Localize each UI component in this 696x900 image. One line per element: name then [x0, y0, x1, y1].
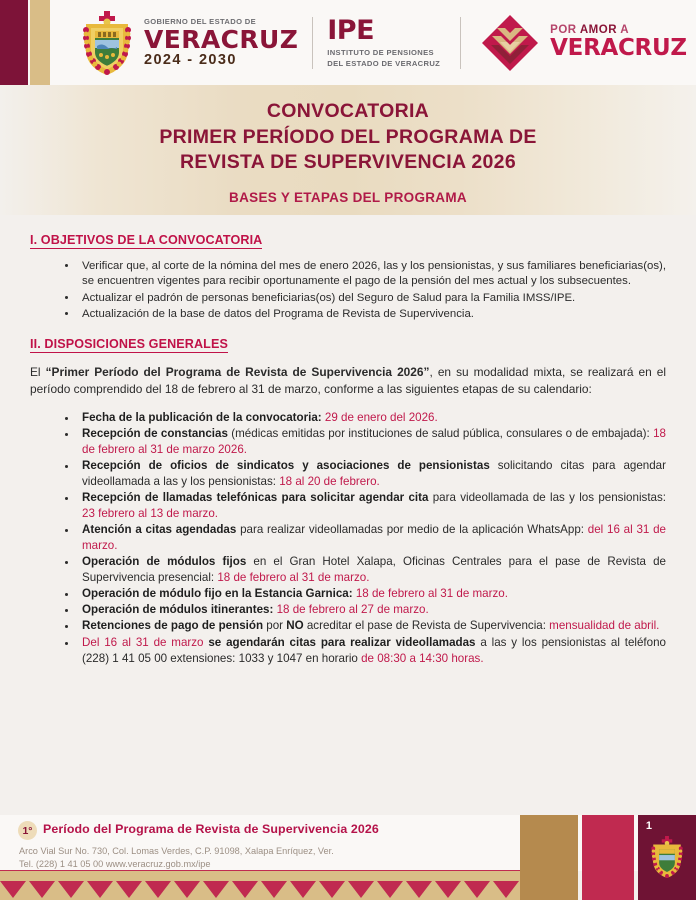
step-date: 18 de febrero al 31 de marzo 2026.	[82, 426, 666, 456]
step-label: Retenciones de pago de pensión	[82, 619, 264, 633]
footer-address-line-1: Arco Vial Sur No. 730, Col. Lomas Verdes, C.P. 91098, Xalapa Enríquez, Ver.	[19, 846, 334, 856]
a-label: A	[620, 23, 630, 36]
step-date: 18 de febrero al 31 de marzo.	[355, 586, 508, 600]
objective-item: • Actualización de la base de datos del Programa de Revista de Supervivencia.	[78, 307, 666, 322]
step-detail: por	[263, 619, 287, 633]
calendar-step-item	[78, 458, 666, 490]
por-amor-a-veracruz-heart-icon	[479, 12, 541, 74]
calendar-step-item	[78, 426, 666, 458]
intro-part-a: El	[30, 364, 46, 379]
calendar-step-item	[78, 410, 666, 426]
step-label: Recepción de oficios de sindicatos y asociaciones de pensionistas	[82, 458, 490, 472]
footer-address-line-2: Tel. (228) 1 41 05 00 www.veracruz.gob.mx/ipe	[19, 859, 211, 870]
step-detail: para videollamada de las y los pensionistas:	[428, 490, 667, 504]
footer-title: Período del Programa de Revista de Supervivencia 2026	[43, 822, 379, 836]
objective-item: • Verificar que, al corte de la nómina del mes de enero 2026, las y los pensionistas, y sus familiares beneficiarias(os), se encuentren vigentes para recibir oportunamente el pago de la pensión del mes actual y los subsecuentes.	[78, 259, 666, 289]
por-label: POR	[550, 23, 577, 36]
amor-veracruz-label: VERACRUZ	[550, 34, 687, 61]
header-tan-edge-bar	[30, 0, 50, 85]
step-detail: a las y los pensionistas al teléfono (228) 1 41 05 00 extensiones: 1033 y 1047 en horario	[82, 635, 666, 665]
title-band	[0, 85, 696, 215]
footer-bronze-bar	[520, 815, 578, 900]
step-detail: solicitando citas para agendar videollamada a las y los pensionistas:	[82, 458, 666, 488]
intro-bold-program-name: “Primer Período del Programa de Revista de Supervivencia 2026”	[45, 364, 430, 379]
title-line-1: CONVOCATORIA	[266, 100, 430, 122]
footer-address	[19, 845, 334, 871]
objectives-list	[30, 259, 666, 322]
calendar-step-item	[78, 602, 666, 618]
step-date: mensualidad de abril.	[549, 619, 660, 633]
ipe-acronym: IPE	[327, 15, 375, 47]
step-label: Operación de módulos itinerantes:	[82, 603, 274, 617]
calendar-step-item	[78, 586, 666, 602]
step-date: 23 febrero al 13 de marzo.	[82, 506, 218, 520]
footer-period-badge	[18, 821, 37, 840]
footer-triangle-strip	[0, 881, 578, 900]
intro-part-b: , en su modalidad mixta, se realizará en el período comprendido del 18 de febrero al 31 de marzo, conforme a las siguientes etapas de su calendario:	[30, 364, 666, 396]
step-label: Operación de módulo fijo en la Estancia Garnica:	[82, 586, 353, 600]
veracruz-coat-of-arms-icon	[78, 10, 136, 76]
footer-crimson-bar	[582, 815, 634, 900]
footer-badge-label: 1°	[22, 824, 33, 837]
step-label: Operación de módulos fijos	[82, 554, 247, 568]
step-date: 29 de enero del 2026.	[321, 410, 438, 424]
calendar-step-item	[78, 554, 666, 586]
step-detail: en el Gran Hotel Xalapa, Oficinas Centrales para el pase de Revista de Supervivencia presencial:	[82, 554, 666, 584]
por-amor-wordmark	[550, 25, 687, 60]
calendar-step-item	[78, 490, 666, 522]
header-logo-row	[78, 0, 696, 85]
step-date: del 16 al 31 de marzo.	[82, 522, 666, 552]
calendar-step-item	[78, 522, 666, 554]
step-date: 18 al 20 de febrero.	[279, 474, 380, 488]
header-divider-2	[460, 17, 461, 69]
calendar-step-item	[78, 618, 666, 634]
step-emphasis: NO	[286, 619, 304, 633]
government-years: 2024 - 2030	[144, 51, 237, 68]
government-subtitle: GOBIERNO DEL ESTADO DE	[144, 16, 257, 26]
step-label: se agendarán citas para realizar videollamadas	[203, 635, 476, 649]
step-date: 18 de febrero al 31 de marzo.	[217, 570, 370, 584]
step-date: 18 de febrero al 27 de marzo.	[276, 603, 429, 617]
section-2-intro	[30, 364, 666, 398]
amor-label: AMOR	[579, 23, 617, 36]
title-line-3: REVISTA DE SUPERVIVENCIA 2026	[180, 151, 516, 174]
title-subtitle: BASES Y ETAPAS DEL PROGRAMA	[229, 190, 467, 206]
step-detail-2: acreditar el pase de Revista de Supervivencia:	[303, 619, 550, 633]
footer-coat-of-arms-icon	[648, 835, 686, 879]
header-divider-1	[312, 17, 313, 69]
section-2-heading: II. DISPOSICIONES GENERALES	[30, 336, 228, 351]
ipe-subtitle-line2: DEL ESTADO DE VERACRUZ	[327, 58, 441, 68]
ipe-wordmark	[327, 17, 440, 67]
step-date-tail: de 08:30 a 14:30 horas.	[361, 651, 484, 665]
step-label: Fecha de la publicación de la convocatoria:	[82, 410, 322, 424]
step-detail: para realizar videollamadas por medio de la aplicación WhatsApp:	[236, 522, 588, 536]
ipe-subtitle-line1: INSTITUTO DE PENSIONES	[327, 47, 434, 57]
step-label: Atención a citas agendadas	[82, 522, 237, 536]
section-1-heading: I. OBJETIVOS DE LA CONVOCATORIA	[30, 233, 263, 248]
document-body	[0, 215, 696, 666]
step-date-lead: Del 16 al 31 de marzo	[82, 635, 204, 649]
page-footer	[0, 815, 696, 900]
calendar-step-item-phone	[78, 635, 666, 667]
step-label: Recepción de constancias	[82, 426, 228, 440]
page-number: 1	[645, 820, 652, 832]
step-detail: (médicas emitidas por instituciones de salud pública, consulares o de embajada):	[227, 426, 654, 440]
government-title: VERACRUZ	[144, 24, 299, 54]
step-label: Recepción de llamadas telefónicas para solicitar agendar cita	[82, 490, 429, 504]
calendar-steps-list	[30, 410, 666, 667]
page-header	[0, 0, 696, 85]
government-wordmark	[144, 18, 298, 67]
title-line-2: PRIMER PERÍODO DEL PROGRAMA DE	[159, 125, 537, 148]
objective-item: • Actualizar el padrón de personas beneficiarias(os) del Seguro de Salud para la Familia IMSS/IPE.	[78, 291, 666, 306]
header-maroon-edge-bar	[0, 0, 28, 85]
triangle-pattern-icon	[0, 881, 578, 900]
